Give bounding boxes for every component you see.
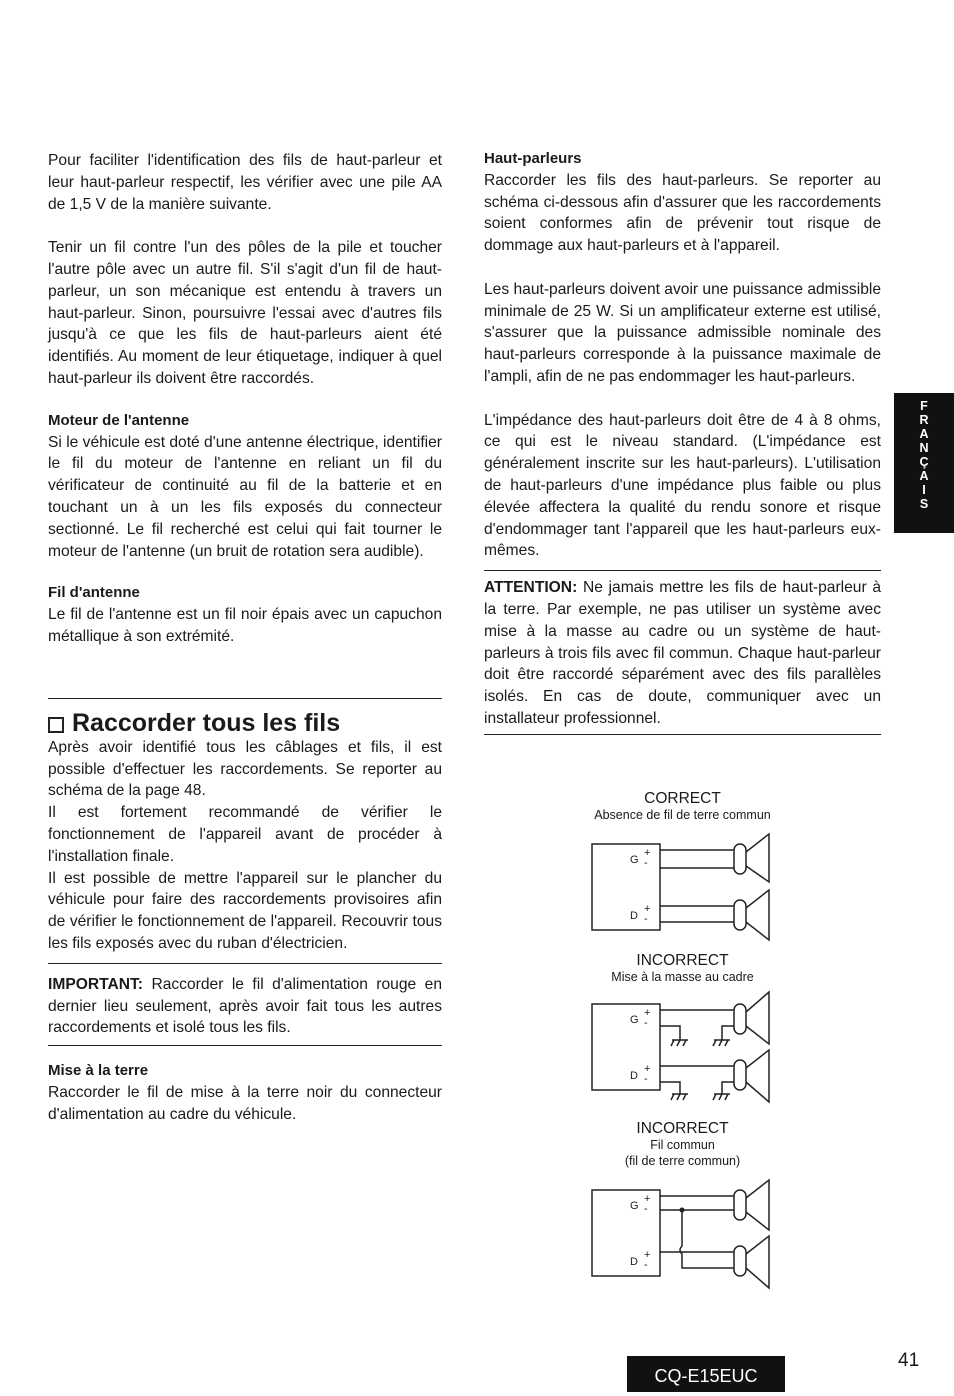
antenna-wire-text: Le fil de l'antenne est un fil noir épais avec un capuchon métallique à son extrémité. [48, 606, 442, 645]
diagram-3-title: INCORRECT [636, 1120, 729, 1137]
plus-sign-icon: + [644, 903, 651, 915]
checkbox-square-icon [48, 717, 64, 733]
diagram-3-subtitle-2: (fil de terre commun) [624, 1154, 741, 1168]
antenna-motor-heading: Moteur de l'antenne [48, 411, 190, 429]
intro-paragraph-1: Pour faciliter l'identification des fils de haut-parleur et leur haut-parleur respectif, les vérifier avec une pile AA de 1,5 V de la manière suivante. [48, 152, 442, 213]
plus-sign-icon: + [644, 1063, 651, 1075]
ground-text: Raccorder le fil de mise à la terre noir du connecteur d'alimentation au cadre du véhicule. [48, 1083, 442, 1123]
language-side-tab [894, 393, 954, 533]
speakers-paragraph-2: Les haut-parleurs doivent avoir une puissance admissible minimale de 25 W. Si un amplificateur externe est utilisé, s'assurer que la puissance admissible nominale des haut-parleurs corresponde à la puissance maximale de l'ampli, afin de ne pas endommager les haut-parleurs. [484, 280, 882, 385]
diagram-3-left-label: G [630, 1200, 639, 1212]
diagram-3-common-wire-wiring [484, 1176, 881, 1296]
diagram-2-title: INCORRECT [636, 952, 729, 969]
important-label: IMPORTANT: [48, 975, 143, 993]
diagram-1-subtitle: Absence de fil de terre commun [594, 808, 771, 822]
diagram-1-right-label: D [630, 910, 638, 922]
minus-sign-icon: - [644, 1073, 648, 1085]
section-paragraph-2: Il est fortement recommandé de vérifier le fonctionnement de l'appareil avant de procéder à l'installation finale. [48, 804, 442, 865]
attention-label: ATTENTION: [484, 579, 578, 597]
speakers-paragraph-3: L'impédance des haut-parleurs doit être de 4 à 8 ohms, ce qui est le niveau standard. (L'impédance est généralement inscrite sur les haut-parleurs). L'utilisation de haut-parleurs d'une impédance plus faible ou plus élevée affectera la qualité du rendu sonore et risque d'endommager tant l'appareil que les haut-parleurs eux-mêmes. [484, 411, 881, 560]
diagram-2-left-label: G [630, 1014, 639, 1026]
tab-letter: A [919, 469, 929, 483]
diagram-3-right-label: D [630, 1256, 638, 1268]
diagram-1-correct-wiring [484, 828, 881, 948]
minus-sign-icon: - [644, 1203, 648, 1215]
minus-sign-icon: - [644, 857, 648, 869]
section-paragraph-3: Il est possible de mettre l'appareil sur le plancher du véhicule pour faire des raccordements provisoires afin de vérifier le fonctionnement de l'appareil. Recouvrir tous les fils exposés avec du ruban d'électricien. [48, 869, 442, 952]
antenna-motor-text: Si le véhicule est doté d'une antenne électrique, identifier le fil du moteur de l'antenne en reliant un fil du vérificateur de continuité au fil de la batterie et en touchant un à un les fils exposés du connecteur sectionné. Le fil recherché est celui qui fait tourner le moteur de l'antenne (un bruit de rotation sera audible). [48, 433, 442, 560]
attention-bottom-divider [484, 734, 881, 735]
tab-letter: Ç [919, 455, 929, 469]
minus-sign-icon: - [644, 913, 648, 925]
wiring-diagrams [484, 780, 881, 1300]
section-title-text: Raccorder tous les fils [72, 708, 341, 737]
left-column [48, 150, 442, 1125]
tab-letter: S [919, 497, 929, 511]
minus-sign-icon: - [644, 1017, 648, 1029]
speakers-paragraph-1: Raccorder les fils des haut-parleurs. Se reporter au schéma ci-dessous afin d'assurer que les raccordements soient conformes afin de prévenir tout risque de dommage aux haut-parleurs et à l'appareil. [484, 171, 881, 255]
right-column [484, 148, 881, 735]
intro-paragraph-2: Tenir un fil contre l'un des pôles de la pile et toucher l'autre pôle avec un autre fil. S'il s'agit d'un fil de haut-parleur, un son mécanique est entendu à travers un haut-parleur. Sinon, poursuivre l'essai avec d'autres fils jusqu'à ce que les fils de haut-parleurs aient été identifiés. Au moment de leur étiquetage, indiquer à quel haut-parleur ils doivent être raccordés. [48, 239, 442, 387]
diagram-3-subtitle-1: Fil commun [650, 1138, 715, 1152]
important-note [48, 974, 442, 1039]
diagram-1-left-label: G [630, 854, 639, 866]
tab-letter: A [919, 427, 929, 441]
section-title [48, 709, 442, 737]
attention-text: Ne jamais mettre les fils de haut-parleur à la terre. Par exemple, ne pas utiliser un système avec mise à la masse au cadre ou un système de haut-parleurs à trois fils avec fil commun. Chaque haut-parleur doit être raccordé séparément avec des fils parallèles isolés. En cas de doute, communiquer avec un installateur professionnel. [484, 579, 881, 727]
page-number: 41 [898, 1350, 920, 1371]
diagram-2-frame-ground-wiring [484, 988, 881, 1110]
important-text: Raccorder le fil d'alimentation rouge en dernier lieu seulement, après avoir fait tous les autres raccordements et isolé tous les fils. [48, 975, 442, 1037]
plus-sign-icon: + [644, 1249, 651, 1261]
antenna-wire-heading: Fil d'antenne [48, 584, 140, 602]
attention-note [484, 577, 881, 730]
plus-sign-icon: + [644, 1193, 651, 1205]
ground-heading: Mise à la terre [48, 1062, 149, 1080]
model-number-badge: CQ-E15EUC [627, 1356, 785, 1392]
tab-letter: N [919, 441, 929, 455]
diagram-1-title: CORRECT [644, 790, 721, 807]
speakers-heading: Haut-parleurs [484, 150, 582, 167]
plus-sign-icon: + [644, 1007, 651, 1019]
tab-letter: I [922, 483, 926, 497]
plus-sign-icon: + [644, 847, 651, 859]
diagram-2-subtitle: Mise à la masse au cadre [611, 970, 754, 984]
diagram-2-right-label: D [630, 1070, 638, 1082]
tab-letter: F [920, 399, 928, 413]
tab-letter: R [919, 413, 929, 427]
section-paragraph-1: Après avoir identifié tous les câblages et fils, il est possible d'effectuer les raccordements. Se reporter au schéma de la page 48. [48, 738, 442, 800]
minus-sign-icon: - [644, 1259, 648, 1271]
